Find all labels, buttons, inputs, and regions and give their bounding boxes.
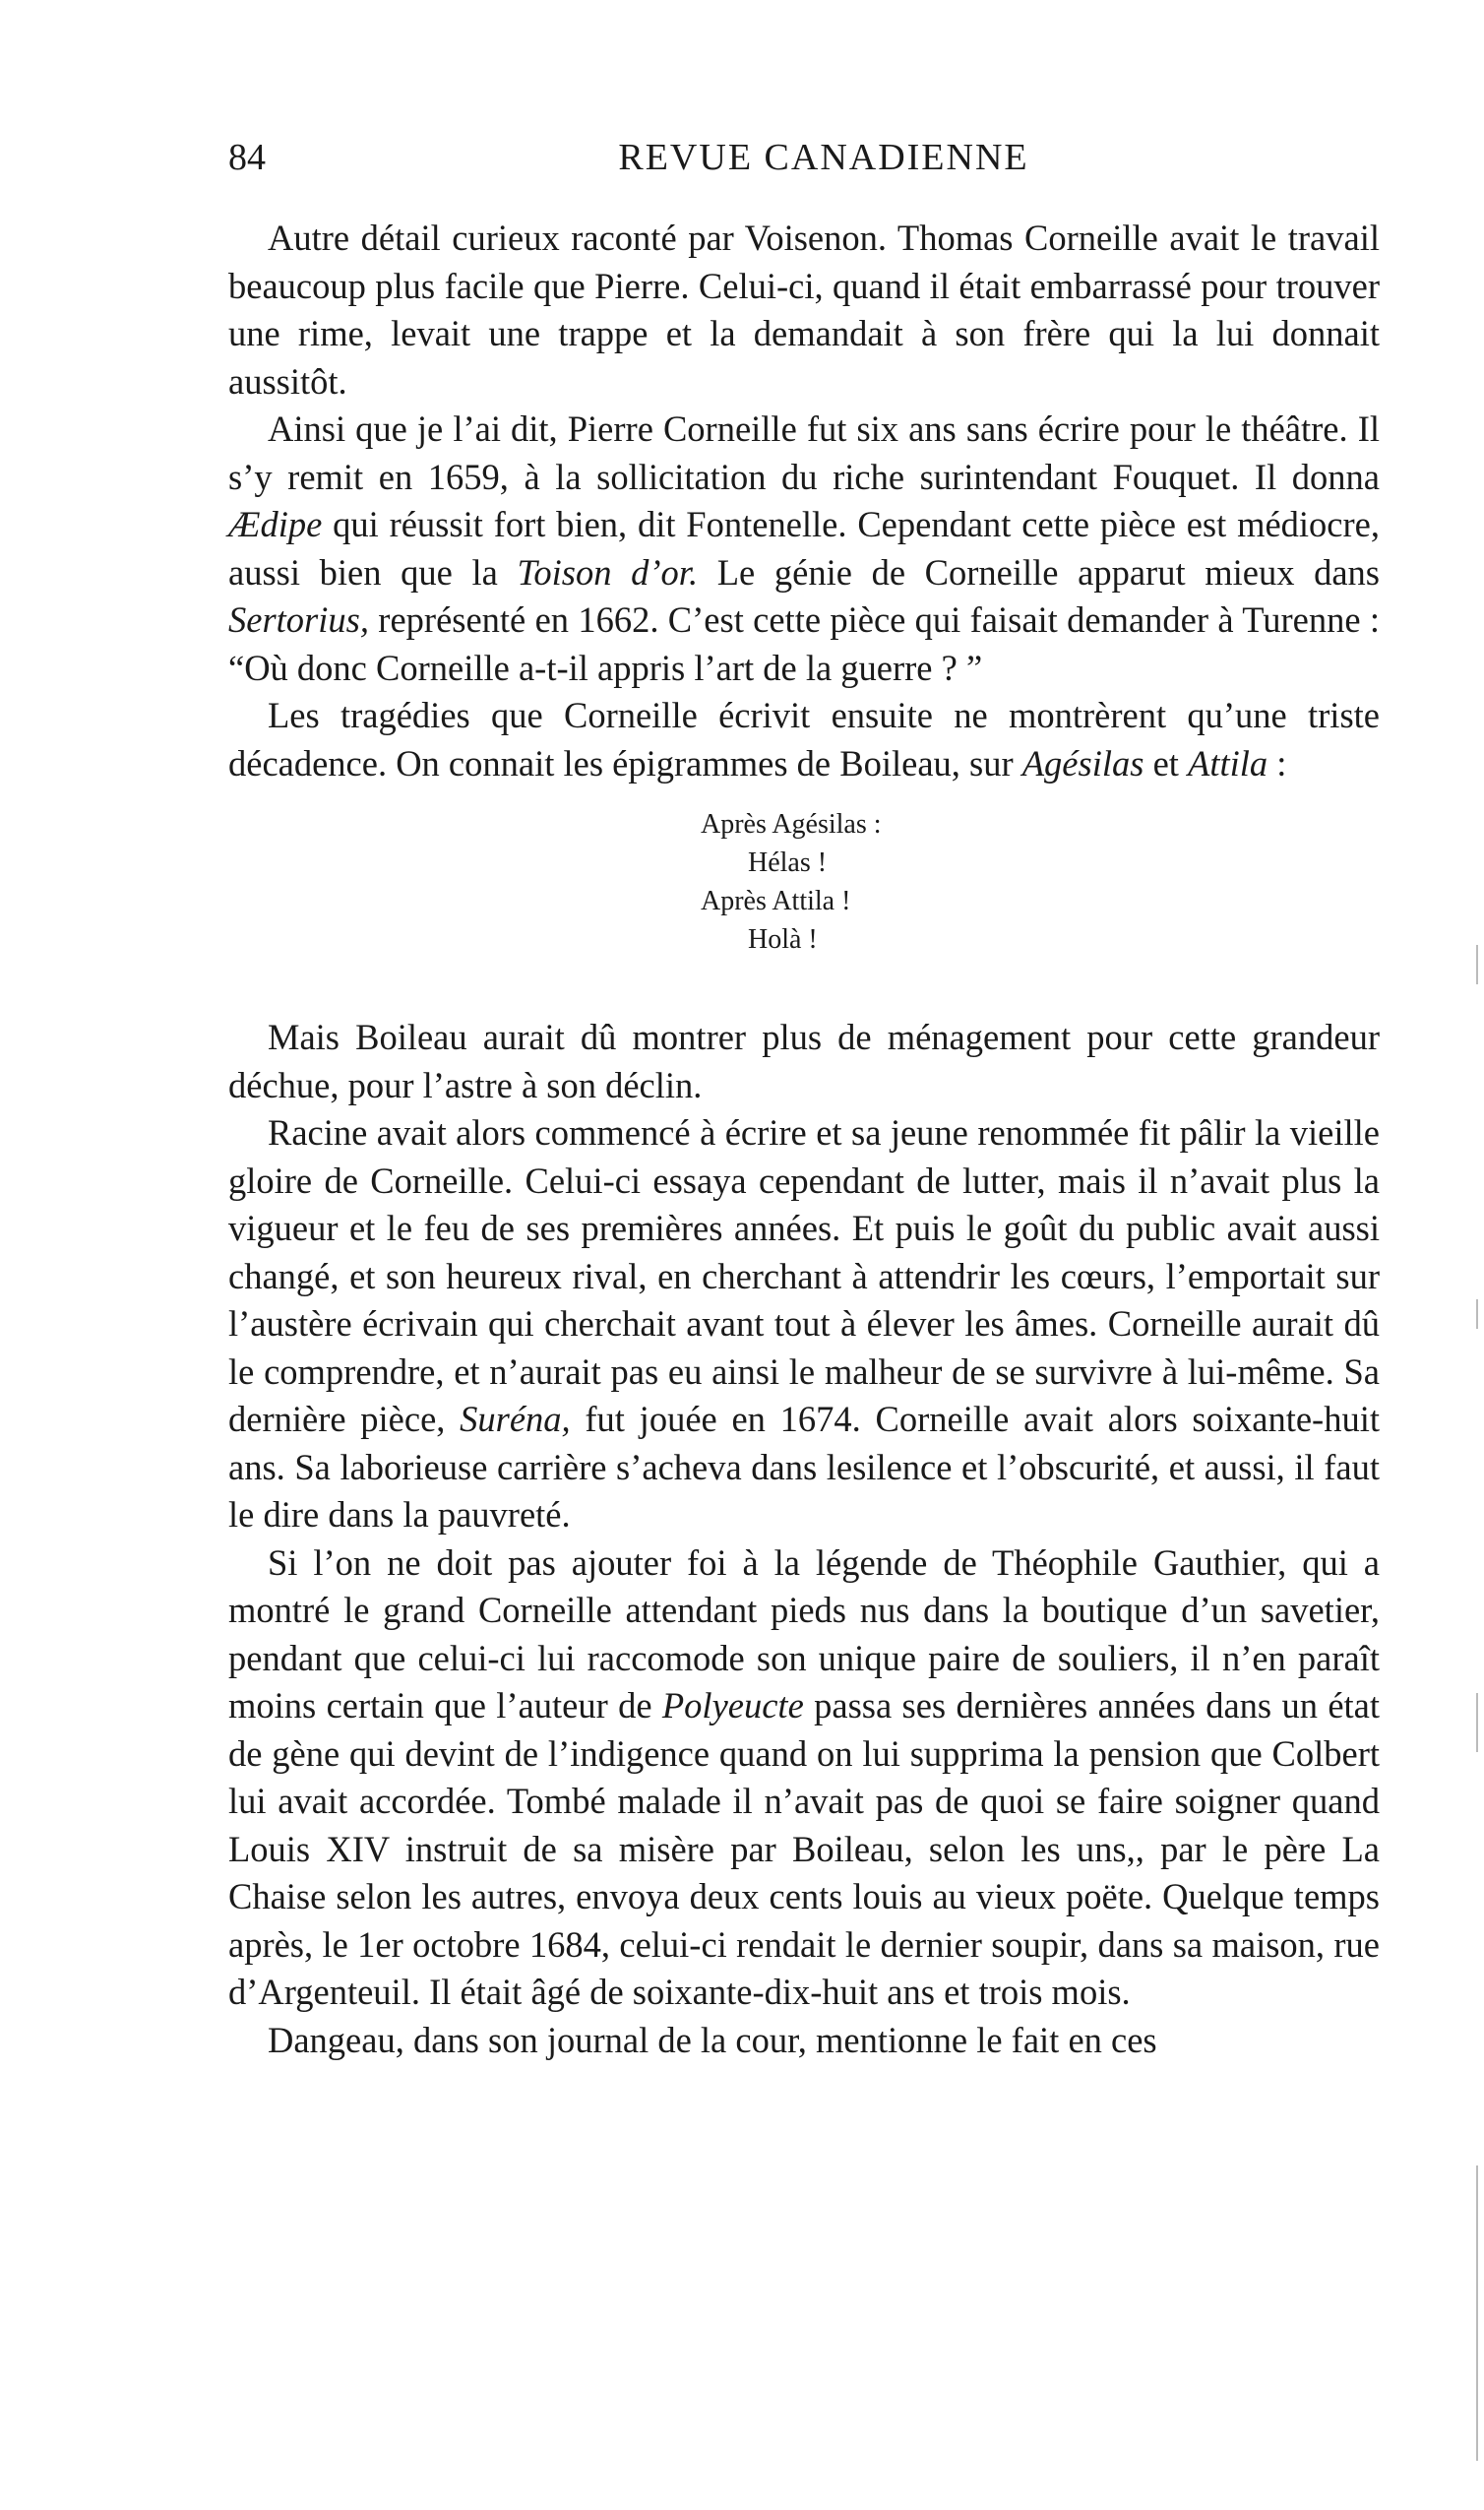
text-run: Dangeau, dans son journal de la cour, mentionne le fait en ces	[268, 2019, 1157, 2060]
page-number: 84	[228, 137, 266, 178]
paragraph	[228, 1539, 1380, 2017]
text-run: représenté en 1662. C’est cette pièce qui faisait demander à Turenne : “Où donc Corneille a-t-il appris l’art de la guerre ? ”	[228, 599, 1380, 688]
paragraph	[228, 215, 1380, 406]
paragraph	[228, 2017, 1380, 2065]
page-header	[228, 136, 1380, 185]
text-run: Si l’on ne doit pas ajouter foi à la légende de Théophile Gauthier, qui a montré le grand Corneille attendant pieds nus dans la boutique d’un savetier, pendant que celui-ci lui raccomode son unique paire de souliers, il n’en paraît moins certain que l’auteur de	[228, 1541, 1380, 1726]
epigram-line: Hélas !	[748, 847, 828, 878]
italic-title: Toison d’or.	[517, 551, 699, 593]
epigram-line: Après Agésilas :	[701, 809, 882, 840]
text-run: Les tragédies que Corneille écrivit ensuite ne montrèrent qu’une triste décadence. On connait les épigrammes de Boileau, sur	[228, 695, 1380, 784]
text-run: :	[1268, 742, 1287, 784]
italic-title: Sertorius,	[228, 599, 369, 640]
italic-title: Agésilas	[1021, 742, 1144, 784]
paragraphs-after-epigram	[228, 1014, 1380, 2064]
running-head: REVUE CANADIENNE	[618, 137, 1029, 178]
italic-title: Suréna,	[460, 1399, 571, 1439]
text-run: Ainsi que je l’ai dit, Pierre Corneille fut six ans sans écrire pour le théâtre. Il s’y remit en 1659, à la sollicitation du riche surintendant Fouquet. Il donna	[228, 408, 1380, 497]
text-run: Le génie de Corneille apparut mieux dans	[698, 551, 1381, 593]
italic-title: Polyeucte	[661, 1685, 804, 1726]
italic-title: Ædipe	[228, 504, 323, 544]
text-run: Mais Boileau aurait dû montrer plus de ménagement pour cette grandeur déchue, pour l’astre à son déclin.	[228, 1017, 1380, 1105]
text-run: Racine avait alors commencé à écrire et sa jeune renommée fit pâlir la vieille gloire de Corneille. Celui-ci essaya cependant de lutter, mais il n’avait plus la vigueur et le feu de ses premières années. Et puis le goût du public avait aussi changé, et son heureux rival, en cherchant à attendrir les cœurs, l’emportait sur l’austère écrivain qui cherchait avant tout à élever les âmes. Corneille aurait dû le comprendre, et n’aurait pas eu ainsi le malheur de se survivre à lui-même. Sa dernière pièce,	[228, 1112, 1380, 1439]
text-run: fut jouée en 1674. Corneille avait alors soixante-huit ans. Sa laborieuse carrière s’acheva dans lesilence et l’obscurité, et aussi, il faut le dire dans la pauvreté.	[228, 1399, 1380, 1535]
paragraphs-before-epigram	[228, 215, 1380, 787]
body-text	[228, 215, 1380, 2064]
text-run: Autre détail curieux raconté par Voisenon. Thomas Corneille avait le travail beaucoup plus facile que Pierre. Celui-ci, quand il était embarrassé pour trouver une rime, levait une trappe et la demandait à son frère qui la lui donnait aussitôt.	[228, 218, 1380, 402]
text-run: et	[1144, 742, 1189, 784]
text-run: qui réussit fort bien, dit Fontenelle. Cependant cette pièce est médiocre, aussi bien que la	[228, 504, 1380, 593]
page-edge-shadow	[1464, 886, 1484, 2510]
epigram	[228, 805, 1380, 959]
paragraph	[228, 692, 1380, 787]
epigram-line: Holà !	[748, 924, 818, 955]
paragraph	[228, 1109, 1380, 1539]
text-run: passa ses dernières années dans un état de gène qui devint de l’indigence quand on lui supprima la pension que Colbert lui avait accordée. Tombé malade il n’avait pas de quoi se faire soigner quand Louis XIV instruit de sa misère par Boileau, selon les uns,, par le père La Chaise selon les autres, envoya deux cents louis au vieux poëte. Quelque temps après, le 1er octobre 1684, celui-ci rendait le dernier soupir, dans sa maison, rue d’Argenteuil. Il était âgé de soixante-dix-huit ans et trois mois.	[228, 1685, 1380, 2012]
italic-title: Attila	[1188, 742, 1268, 784]
paragraph	[228, 1014, 1380, 1109]
paragraph	[228, 406, 1380, 692]
epigram-line: Après Attila !	[701, 886, 851, 916]
